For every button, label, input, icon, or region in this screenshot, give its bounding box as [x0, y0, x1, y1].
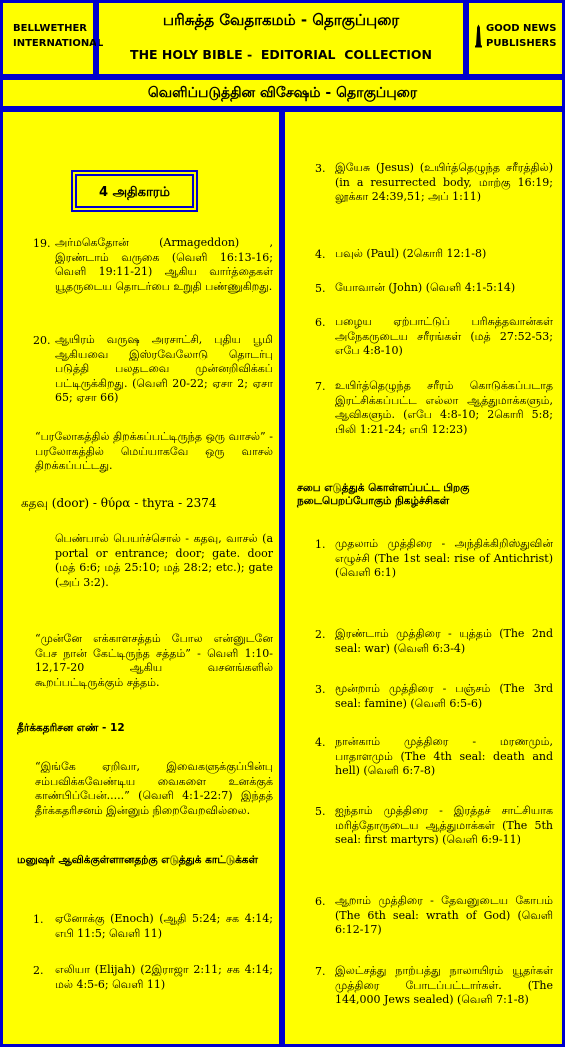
item-paul: பவுல் (Paul) (2கொரி 12:1-8)	[335, 247, 487, 260]
left-logo-text: BELLWETHER INTERNATIONAL	[13, 23, 104, 49]
item-number: 5.	[315, 282, 326, 295]
item-number: 1.	[315, 538, 326, 551]
item-number: 3.	[315, 683, 326, 696]
subtitle-box	[0, 77, 565, 109]
right-column	[282, 109, 565, 1047]
seal-5: ஐந்தாம் முத்திரை - இரத்தச் சாட்சியாக மரித்தோருடைய ஆத்துமாக்கள் (The 5th seal: first martyrs) (வெளி 6:9-11)	[335, 804, 553, 846]
seal-2: இரண்டாம் முத்திரை - யுத்தம் (The 2nd seal: war) (வெளி 6:3-4)	[335, 627, 553, 655]
quote-voice: “முன்னே எக்காளசத்தம் போல என்னுடனே பேச நான் கேட்டிருந்த சத்தம்” - வெளி 1:10-12,17-20 ஆகிய வசனங்களில் கூறப்பட்டிருக்கும் சத்தம்.	[35, 632, 273, 689]
prophecy-heading: தீர்க்கதரிசன எண் - 12	[17, 722, 125, 734]
item-number: 5.	[315, 805, 326, 818]
item-ot-saints: பழைய ஏற்பாட்டுப் பரிசுத்தவான்கள் அநேகருடைய சரீரங்கள் (மத் 27:52-53; எபே 4:8-10)	[335, 315, 553, 357]
seal-6: ஆறாம் முத்திரை - தேவனுடைய கோபம் (The 6th seal: wrath of God) (வெளி 6:12-17)	[335, 894, 553, 936]
item-number: 20.	[33, 334, 51, 347]
chapter-title: 4 அதிகாரம்	[75, 174, 194, 208]
item-souls: உயிர்த்தெழுந்த சரீரம் கொடுக்கப்படாத இரட்சிக்கப்பட்ட எல்லா ஆத்துமாக்களும், ஆவிகளும். (எபே 4:8-10; 2கொரி 5:8; பிலி 1:21-24; எபி 12:23)	[335, 379, 553, 436]
seal-1: முதலாம் முத்திரை - அந்திக்கிறிஸ்துவின் எழுச்சி (The 1st seal: rise of Antichrist) (வெளி 6:1)	[335, 537, 553, 579]
item-number: 2.	[315, 628, 326, 641]
seal-4: நான்காம் முத்திரை - மரணமும், பாதாளமும் (The 4th seal: death and hell) (வெளி 6:7-8)	[335, 735, 553, 777]
lighthouse-icon	[475, 13, 482, 59]
examples-heading: மனுஷர் ஆவிக்குள்ளானதற்கு எடுத்துக் காட்டுக்கள்	[17, 854, 258, 866]
item-john: யோவான் (John) (வெளி 4:1-5:14)	[335, 281, 516, 294]
chapter-box	[71, 170, 198, 212]
seal-3: மூன்றாம் முத்திரை - பஞ்சம் (The 3rd seal: famine) (வெளி 6:5-6)	[335, 682, 553, 710]
item-number: 4.	[315, 248, 326, 261]
door-definition: பெண்பால் பெயர்ச்சொல் - கதவு, வாசல் (a portal or entrance; door; gate. door (மத் 6:6; மத் 25:10; மத் 28:2; etc.); gate (அப் 3:2).	[55, 532, 273, 589]
left-column	[0, 109, 282, 1047]
right-logo-box	[466, 0, 565, 77]
item-armageddon: அர்மகெதோன் (Armageddon) , இரண்டாம் வருகை (வெளி 16:13-16; வெளி 19:11-21) ஆகிய வார்த்தைகள் யூதருடைய தொடர்பை உறுதி பண்ணுகிறது.	[55, 236, 273, 293]
item-number: 7.	[315, 965, 326, 978]
example-elijah: எலியா (Elijah) (2இராஜா 2:11; சக 4:14; மல் 4:5-6; வெளி 11)	[55, 963, 273, 991]
left-logo-box	[0, 0, 104, 77]
example-enoch: ஏனோக்கு (Enoch) (ஆதி 5:24; சக 4:14; எபி 11:5; வெளி 11)	[55, 912, 273, 940]
item-number: 6.	[315, 316, 326, 329]
item-millennium: ஆயிரம் வருஷ அரசாட்சி, புதிய பூமி ஆகியவை இஸ்ரவேலோடு தொடர்பு படுத்தி பலதடவை முன்னறிவிக்கப் பட்டிருக்கிறது. (வெளி 20-22; ஏசா 2; ஏசா 65; ஏசா 66)	[55, 333, 273, 404]
item-number: 2.	[33, 964, 44, 977]
item-number: 7.	[315, 380, 326, 393]
subtitle: வெளிப்படுத்தின விசேஷம் - தொகுப்புரை	[147, 85, 418, 101]
right-logo-text: GOOD NEWS PUBLISHERS	[485, 23, 557, 49]
seal-7: இலட்சத்து நாற்பத்து நாலாயிரம் யூதர்கள் முத்திரை போடப்பட்டார்கள். (The 144,000 Jews sealed) (வெளி 7:1-8)	[335, 964, 553, 1006]
title-box	[96, 0, 466, 77]
title-tamil: பரிசுத்த வேதாகமம் - தொகுப்புரை	[162, 11, 400, 29]
item-number: 1.	[33, 913, 44, 926]
door-word-line: கதவு (door) - θύρα - thyra - 2374	[21, 496, 217, 510]
title-english: THE HOLY BIBLE - EDITORIAL COLLECTION	[130, 47, 432, 62]
item-number: 6.	[315, 895, 326, 908]
item-number: 3.	[315, 162, 326, 175]
item-number: 19.	[33, 237, 51, 250]
church-heading: சபை எடுத்துக் கொள்ளப்பட்ட பிறகு நடைபெறப்போகும் நிகழ்ச்சிகள்	[297, 482, 470, 507]
quote-come-up: “இங்கே ஏறிவா, இவைகளுக்குப்பின்பு சம்பவிக்கவேண்டிய வைகளை உனக்குக் காண்பிப்பேன்.....” (வெளி 4:1-22:7) இந்தத் தீர்க்கதரிசனம் இன்னும் நிறைவேறவில்லை.	[35, 760, 273, 817]
item-number: 4.	[315, 736, 326, 749]
quote-door: “பரலோகத்தில் திறக்கப்பட்டிருந்த ஒரு வாசல்” - பரலோகத்தில் மெய்யாகவே ஒரு வாசல் திறக்கப்பட்டது.	[35, 430, 273, 472]
item-jesus: இயேசு (Jesus) (உயிர்த்தெழுந்த சரீரத்தில்) (in a resurrected body, மாற்கு 16:19; லூக்கா 24:39,51; அப் 1:11)	[335, 161, 553, 203]
